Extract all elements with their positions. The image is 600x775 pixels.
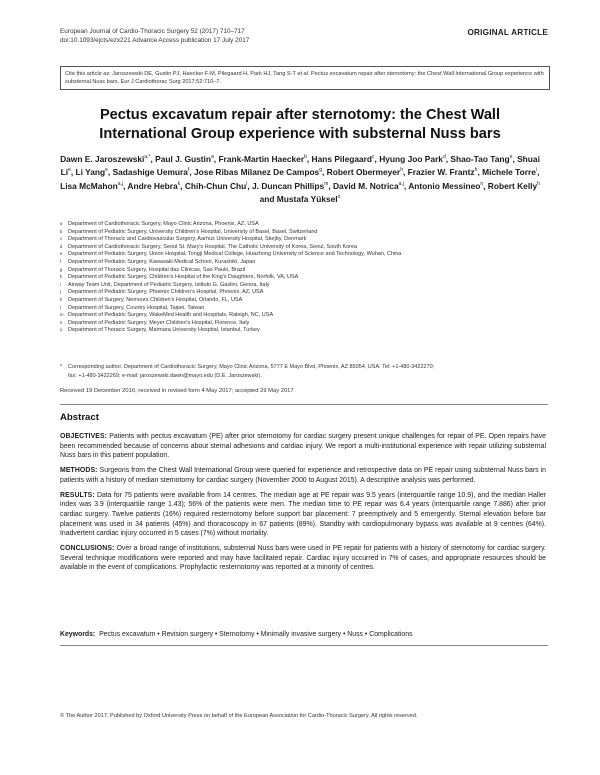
author-entry: [312, 154, 380, 164]
objectives-text: Patients with pectus excavatum (PE) after prior sternotomy for cardiac surgery present unique challenges for repair of PE. Open repairs have been recommended because of concerns about sternal adhesions and cardiac injury. We report a multi-institutional experience with repair utilizing substernal Nuss bars in this patient population.: [60, 433, 546, 460]
author-name: Frank-Martin Haecker: [218, 154, 305, 164]
correspondence-note: [60, 363, 548, 380]
author-separator: ,: [403, 180, 409, 191]
affiliation-key: j: [60, 289, 61, 295]
affiliation-item: [60, 305, 548, 313]
author-affiliation-mark: f: [187, 167, 190, 174]
author-name: Paul J. Gustin: [155, 154, 211, 164]
affiliation-key: f: [60, 258, 62, 264]
abstract-body: [60, 432, 546, 578]
author-separator: ,: [374, 154, 380, 164]
title-line-2: International Group experience with substernal Nuss bars: [99, 126, 501, 142]
author-name: Frazier W. Frantz: [407, 167, 475, 178]
author-entry: [127, 181, 184, 191]
affiliation-item: [60, 289, 548, 297]
author-affiliation-mark: a,*: [144, 154, 151, 161]
author-separator: ,: [477, 167, 483, 178]
abstract-objectives: [60, 432, 546, 461]
affiliation-key: h: [60, 274, 63, 280]
author-affiliation-mark: c: [372, 154, 375, 161]
author-name: Shuai Li: [60, 154, 540, 178]
author-entry: [408, 181, 488, 191]
methods-label: METHODS:: [60, 467, 98, 475]
keywords-label: Keywords:: [60, 631, 96, 638]
affiliation-key: d: [60, 243, 63, 249]
author-entry: [60, 181, 127, 191]
affiliation-text: Department of Thoracic Surgery, Marmara University Hospital, Istanbul, Turkey: [68, 327, 260, 334]
author-affiliation-mark: e: [509, 154, 513, 161]
author-entry: [113, 167, 194, 177]
author-separator: ,: [189, 167, 195, 178]
author-entry: [333, 181, 408, 191]
affiliation-key: a: [60, 221, 63, 226]
affiliation-text: Airway Team Unit, Department of Pediatric Surgery, Istituto G. Gaslini, Genoa, Italy: [68, 281, 270, 288]
affiliation-item: [60, 251, 548, 259]
author-affiliation-mark: h: [537, 181, 540, 188]
affiliation-text: Department of Pediatric Surgery, Kawasaki Medical School, Kurashiki, Japan: [68, 258, 256, 265]
article-type-label: ORIGINAL ARTICLE: [467, 28, 548, 37]
affiliation-key: e: [60, 251, 63, 257]
author-name: Robert Kelly: [487, 180, 538, 191]
affiliation-key: c: [60, 236, 63, 242]
cite-prefix: Cite this article as: Jaroszewski DE, Gustin PJ, Haecker F-M, Pilegaard H, Park HJ, Tang S-T: [65, 71, 298, 77]
author-affiliation-mark: m: [324, 181, 329, 188]
journal-header: [60, 27, 548, 45]
abstract-results: [60, 491, 546, 540]
abstract-heading: Abstract: [60, 412, 99, 423]
author-entry: [482, 167, 539, 177]
results-label: RESULTS:: [60, 491, 95, 499]
author-name: J. Duncan Phillips: [252, 180, 325, 191]
author-separator: ,: [180, 180, 185, 191]
results-text: Data for 75 patients were available from 14 centres. The median age at PE repair was 9.5 years (interquartile range 10.9), and the median Haller index was 3.9 (interquartile range 1.43); 56% of the patients were men. The median time to PE repair was 6.4 years (interquartile range 7.886) after prior cardiac surgery. Twelve patients (16%) required resternotomy before support bar placement: 7 preemptively and 5 emergently. Sternal elevation before bar placement was used in 34 patients (45%) and thoracoscopy in 67 patients (89%). Standby with cardiopulmonary bypass was available at 9 centres (64%). Inadvertent cardiac injury occurred in 5 cases (7%) without mortality.: [60, 491, 546, 538]
conclusions-label: CONCLUSIONS:: [60, 545, 115, 553]
affiliation-text: Department of Pediatric Surgery, Union Hospital, Tongji Medical College, Huazhong University of Science and Technology, Wuhan, China: [68, 251, 402, 258]
author-affiliation-mark: a,j: [117, 181, 124, 188]
abstract-methods: [60, 466, 546, 485]
author-affiliation-mark: h: [400, 167, 403, 174]
author-name: Li Yang: [75, 167, 106, 178]
author-entry: [327, 167, 408, 177]
author-separator: ,: [306, 154, 312, 164]
author-separator: ,: [328, 180, 333, 191]
affiliation-item: [60, 282, 548, 290]
author-separator: ,: [483, 180, 488, 191]
affiliation-item: [60, 221, 548, 229]
author-entry: [379, 154, 450, 164]
author-separator: ,: [150, 154, 156, 164]
affiliation-list: [60, 221, 548, 335]
author-name: Sadashige Uemura: [112, 167, 188, 178]
author-list: [60, 153, 540, 207]
affiliation-key: b: [60, 228, 63, 234]
methods-text: Surgeons from the Chest Wall International Group were queried for experience and retrospective data on PE repair using substernal Nuss bars in patients with a history of median sternotomy for cardiac surgery (November 2000 to August 2015). A descriptive analysis was performed.: [60, 467, 546, 484]
author-name: Jose Ribas Milanez De Campos: [194, 167, 320, 178]
author-affiliation-mark: l: [246, 181, 248, 188]
author-entry: [218, 154, 311, 164]
affiliation-item: [60, 244, 548, 252]
title-line-1: Pectus excavatum repair after sternotomy: the Chest Wall: [99, 107, 501, 123]
affiliation-text: Department of Pediatric Surgery, University Children's Hospital, University of Basel, Basel, Switzerland: [68, 228, 318, 235]
received-dates: Received 19 December 2016; received in revised form 4 May 2017; accepted 29 May 2017: [60, 388, 294, 394]
correspondence-line-2: fax: +1-480-3422269; e-mail: jaroszewski.dawn@mayo.edu (D.E. Jaroszewski).: [68, 372, 262, 379]
author-name: Michele Torre: [482, 167, 536, 178]
cite-etal: et al.: [297, 71, 310, 77]
affiliation-item: [60, 327, 548, 335]
affiliation-key: i: [60, 281, 61, 287]
author-separator: ,: [322, 167, 327, 178]
author-entry: [194, 167, 327, 177]
author-affiliation-mark: n: [480, 181, 484, 188]
keywords: [60, 631, 546, 638]
author-name: Hans Pilegaard: [311, 154, 373, 164]
affiliation-item: [60, 312, 548, 320]
affiliation-key: g: [60, 266, 63, 272]
author-affiliation-mark: a: [211, 154, 214, 161]
doi-line: doi:10.1093/ejcts/ezx221 Advance Access publication 17 July 2017: [60, 37, 250, 44]
author-affiliation-mark: e: [105, 167, 108, 174]
cite-box: [60, 66, 550, 90]
author-entry: [277, 194, 341, 204]
abstract-conclusions: [60, 544, 546, 573]
cite-suffix: Pectus excavatum repair after sternotomy: the Chest Wall International Group experience with substernal Nuss bars. Eur J Cardiothorac Surg 2017;52:710–7.: [65, 71, 544, 86]
copyright-footer: © The Author 2017. Published by Oxford University Press on behalf of the European Association for Cardio-Thoracic Surgery. All rights reserved.: [60, 713, 418, 719]
author-affiliation-mark: e: [68, 167, 71, 174]
author-entry: [75, 167, 112, 177]
author-name: Antonio Messineo: [408, 180, 481, 191]
author-separator: ,: [107, 167, 113, 178]
author-entry: [450, 154, 517, 164]
author-separator: ,: [537, 167, 540, 178]
author-entry: [185, 181, 252, 191]
affiliation-item: [60, 274, 548, 282]
author-separator: ,: [512, 154, 518, 164]
affiliation-key: k: [60, 296, 63, 302]
author-affiliation-mark: h: [474, 167, 478, 174]
author-affiliation-mark: d: [442, 154, 446, 161]
affiliation-item: [60, 320, 548, 328]
author-name: Chih-Chun Chu: [184, 180, 247, 191]
author-name: Hyung Joo Park: [379, 154, 443, 164]
abstract-top-rule: [60, 404, 548, 405]
author-name: Andre Hebra: [127, 180, 178, 191]
author-entry: [155, 154, 218, 164]
affiliation-item: [60, 297, 548, 305]
correspondence-mark: *: [60, 364, 63, 370]
affiliation-text: Department of Thoracic Surgery, Hospital das Clinicas, Sao Paulo, Brazil: [68, 266, 246, 273]
author-affiliation-mark: b: [304, 154, 307, 161]
author-separator: ,: [213, 154, 219, 164]
affiliation-item: [60, 236, 548, 244]
author-entry: [408, 167, 482, 177]
author-separator: ,: [445, 154, 451, 164]
author-name: Mustafa Yüksel: [276, 194, 338, 205]
author-entry: [252, 181, 333, 191]
author-separator: ,: [70, 167, 76, 178]
affiliation-text: Department of Pediatric Surgery, Phoenix Children's Hospital, Phoenix, AZ, USA: [68, 289, 264, 296]
author-name: Shao-Tao Tang: [450, 154, 510, 164]
affiliation-text: Department of Surgery, Nemours Children's Hospital, Orlando, FL, USA: [68, 296, 243, 303]
correspondence-line-1: Corresponding author. Department of Cardiothoracic Surgery, Mayo Clinic Arizona, 5777 E Mayo Blvd, Phoenix, AZ 85054, USA. Tel: +1-480-3422270;: [68, 364, 435, 370]
author-separator: and: [259, 194, 277, 205]
author-separator: ,: [402, 167, 408, 178]
conclusions-text: Over a broad range of institutions, substernal Nuss bars were used in PE repair for patients with a history of sternotomy for cardiac surgery. Several technique modifications were reported and may have facilitated repair. Cardiac injury occurred in 7% of cases, and appropriate resources should be available in the event of complications. Prophylactic resternotomy was reported at a minority of centres.: [60, 545, 546, 572]
affiliation-text: Department of Pediatric Surgery, Children's Hospital of the King's Daughters, Norfolk, VA, USA: [68, 274, 299, 281]
author-separator: ,: [247, 180, 253, 191]
author-name: David M. Notrica: [332, 180, 399, 191]
affiliation-item: [60, 259, 548, 267]
author-affiliation-mark: g: [319, 167, 322, 174]
affiliation-item: [60, 267, 548, 275]
affiliation-text: Department of Cardiothoracic Surgery, Seoul St. Mary's Hospital, The Catholic University of Korea, Seoul, South Korea: [68, 243, 358, 250]
affiliation-text: Department of Thoracic and Cardiovascular Surgery, Aarhus University Hospital, Skejby, Denmark: [68, 236, 307, 243]
author-affiliation-mark: k: [177, 181, 181, 188]
journal-citation-line: European Journal of Cardio-Thoracic Surgery 52 (2017) 710–717: [60, 28, 245, 35]
author-name: Lisa McMahon: [60, 180, 118, 191]
affiliation-item: [60, 229, 548, 237]
affiliation-text: Department of Pediatric Surgery, Meyer Children's Hospital, Florence, Italy: [68, 319, 250, 326]
keywords-items: Pectus excavatum • Revision surgery • Sternotomy • Minimally invasive surgery • Nuss • Complications: [99, 631, 413, 638]
affiliation-key: o: [60, 327, 63, 333]
affiliation-key: l: [60, 304, 61, 310]
abstract-bottom-rule: [60, 645, 548, 646]
author-affiliation-mark: i: [535, 167, 538, 174]
author-affiliation-mark: a,j: [398, 181, 404, 188]
author-affiliation-mark: o: [337, 194, 341, 201]
affiliation-text: Department of Cardiothoracic Surgery, Mayo Clinic Arizona, Phoenix, AZ, USA: [68, 221, 259, 227]
author-name: Robert Obermeyer: [326, 167, 401, 178]
author-name: Dawn E. Jaroszewski: [60, 154, 145, 164]
author-separator: ,: [123, 180, 128, 191]
objectives-label: OBJECTIVES:: [60, 433, 108, 440]
affiliation-text: Department of Surgery, Country Hospital, Taipei, Taiwan: [68, 304, 205, 311]
author-entry: [60, 154, 155, 164]
article-title: [60, 106, 540, 144]
affiliation-key: m: [60, 312, 64, 318]
affiliation-key: n: [60, 319, 63, 325]
affiliation-text: Department of Pediatric Surgery, WakeMed Health and Hospitals, Raleigh, NC, USA: [68, 312, 274, 319]
